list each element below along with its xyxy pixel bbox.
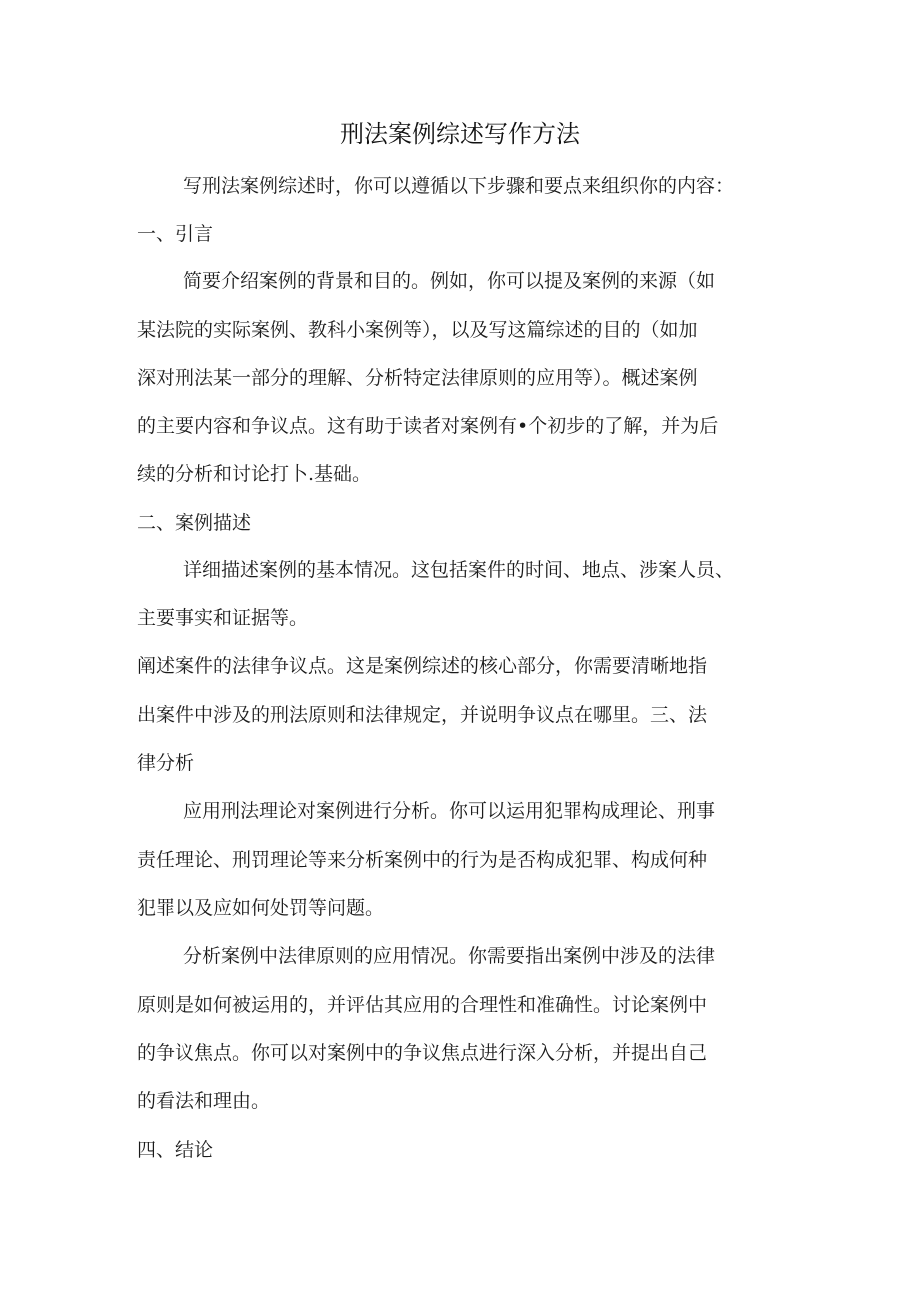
paragraph-line: 分析案例中法律原则的应用情况。你需要指出案例中涉及的法律 xyxy=(183,945,716,967)
paragraph-line: 应用刑法理论对案例进行分析。你可以运用犯罪构成理论、刑事 xyxy=(183,800,716,822)
paragraph-line: 责任理论、刑罚理论等来分析案例中的行为是否构成犯罪、构成何种 xyxy=(137,849,708,871)
paragraph-line: 阐述案件的法律争议点。这是案例综述的核心部分，你需要清晰地指 xyxy=(137,655,708,677)
document-title: 刑法案例综述写作方法 xyxy=(340,120,580,148)
paragraph-line: 原则是如何被运用的，并评估其应用的合理性和准确性。讨论案例中 xyxy=(137,994,708,1016)
paragraph-line: 的看法和理由。 xyxy=(137,1090,271,1112)
paragraph-line: 续的分析和讨论打卜.基础。 xyxy=(137,463,372,485)
paragraph-line: 的争议焦点。你可以对案例中的争议焦点进行深入分析，并提出自己 xyxy=(137,1042,708,1064)
paragraph-line: 主要事实和证据等。 xyxy=(137,607,309,629)
section-heading-conclusion: 四、结论 xyxy=(137,1139,214,1161)
intro-paragraph: 写刑法案例综述时，你可以遵循以下步骤和要点来组织你的内容： xyxy=(183,175,735,197)
section-heading-intro: 一、引言 xyxy=(137,223,214,245)
paragraph-line: 深对刑法某一部分的理解、分析特定法律原则的应用等）。概述案例 xyxy=(137,367,698,389)
paragraph-line: 出案件中涉及的刑法原则和法律规定，并说明争议点在哪里。三、法 xyxy=(137,704,708,726)
paragraph-line: 简要介绍案例的背景和目的。例如，你可以提及案例的来源（如 xyxy=(183,270,716,292)
paragraph-line: 某法院的实际案例、教科小案例等），以及写这篇综述的目的（如加 xyxy=(137,319,698,341)
paragraph-line: 详细描述案例的基本情况。这包括案件的时间、地点、涉案人员、 xyxy=(183,559,735,581)
paragraph-line: 律分析 xyxy=(137,752,195,774)
paragraph-line: 的主要内容和争议点。这有助于读者对案例有•个初步的了解，并为后 xyxy=(137,415,719,437)
section-heading-case-description: 二、案例描述 xyxy=(137,512,252,534)
paragraph-line: 犯罪以及应如何处罚等问题。 xyxy=(137,897,385,919)
